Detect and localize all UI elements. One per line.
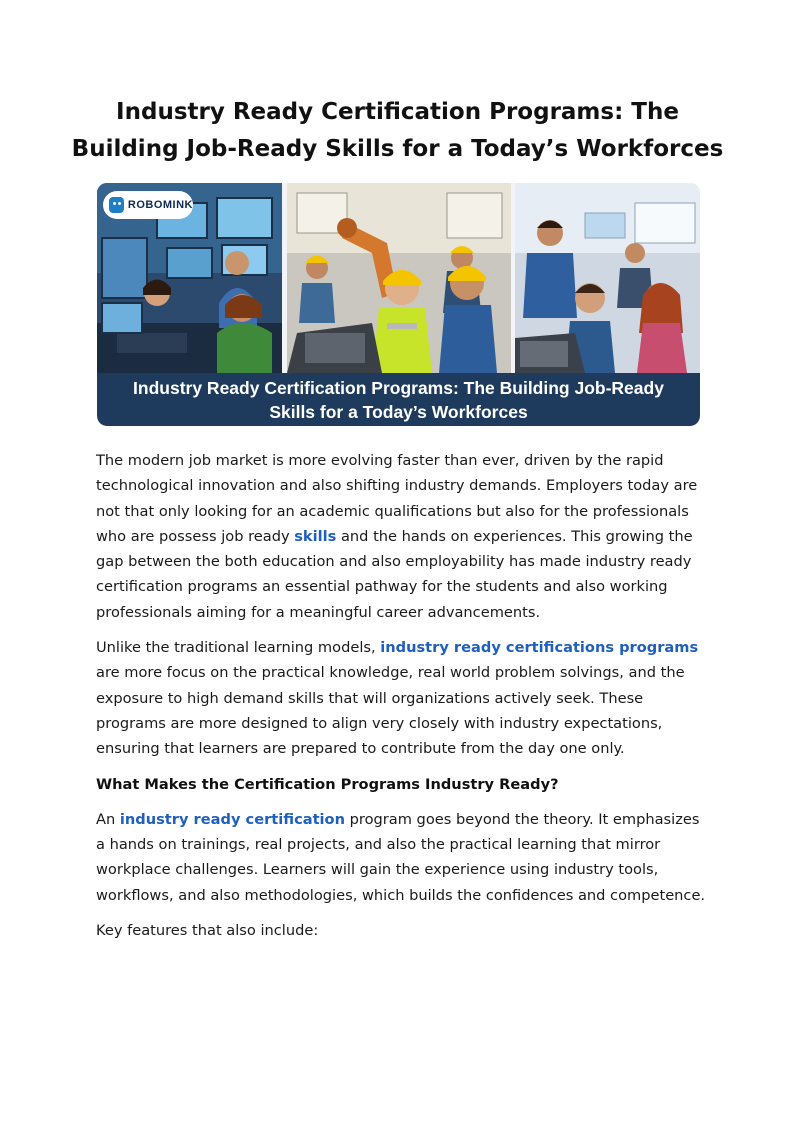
section-heading: What Makes the Certification Programs Industry Ready?	[96, 775, 559, 793]
paragraph-text: Unlike the traditional learning models,	[96, 639, 381, 657]
hero-panel-engineers	[287, 183, 511, 373]
hero-panel-control-room	[97, 183, 282, 373]
industry-ready-certifications-programs-link[interactable]: industry ready certifications programs	[380, 639, 699, 657]
page-title: Industry Ready Certification Programs: The Building Job-Ready Skills for a Today’s Workforces	[71, 99, 724, 162]
paragraph-key-features: Key features that also include:	[96, 922, 319, 940]
paragraph-goes-beyond	[96, 807, 706, 908]
paragraph-unlike	[96, 635, 706, 761]
paragraph-text: and the hands on experiences. This growing the gap between the both education and also employability has made industry ready certification programs an essential pathway for the students and also working professionals aiming for a meaningful career advancements.	[96, 527, 693, 621]
banner-line-2: Skills for a Today’s Workforces	[269, 402, 528, 422]
paragraph-text: An	[96, 810, 120, 828]
robomink-logo	[103, 191, 193, 219]
paragraph-text: are more focus on the practical knowledge, real world problem solvings, and the exposure to high demand skills that will organizations actively seek. These programs are more designed to align very closely with industry expectations, ensuring that learners are prepared to contribute from the day one only.	[96, 664, 685, 758]
robot-icon	[109, 197, 124, 213]
logo-text: ROBOMINK	[127, 199, 193, 211]
paragraph-intro	[96, 448, 706, 625]
article-body	[96, 448, 706, 953]
banner-line-1: Industry Ready Certification Programs: The Building Job-Ready	[133, 378, 664, 398]
paragraph-text: The modern job market is more evolving faster than ever, driven by the rapid technological innovation and also shifting industry demands. Employers today are not that only looking for an academic qualifications but also for the professionals who are possess job ready	[96, 452, 698, 545]
paragraph-text: program goes beyond the theory. It emphasizes a hands on trainings, real projects, and also the practical learning that mirror workplace challenges. Learners will gain the experience using industry tools, workflows, and also methodologies, which builds the confidences and competence.	[96, 810, 706, 904]
hero-caption-banner	[97, 373, 700, 426]
hero-banner-image	[97, 183, 700, 426]
skills-link[interactable]: skills	[294, 527, 337, 545]
hero-panel-office-team	[515, 183, 700, 373]
industry-ready-certification-link[interactable]: industry ready certification	[119, 810, 345, 828]
